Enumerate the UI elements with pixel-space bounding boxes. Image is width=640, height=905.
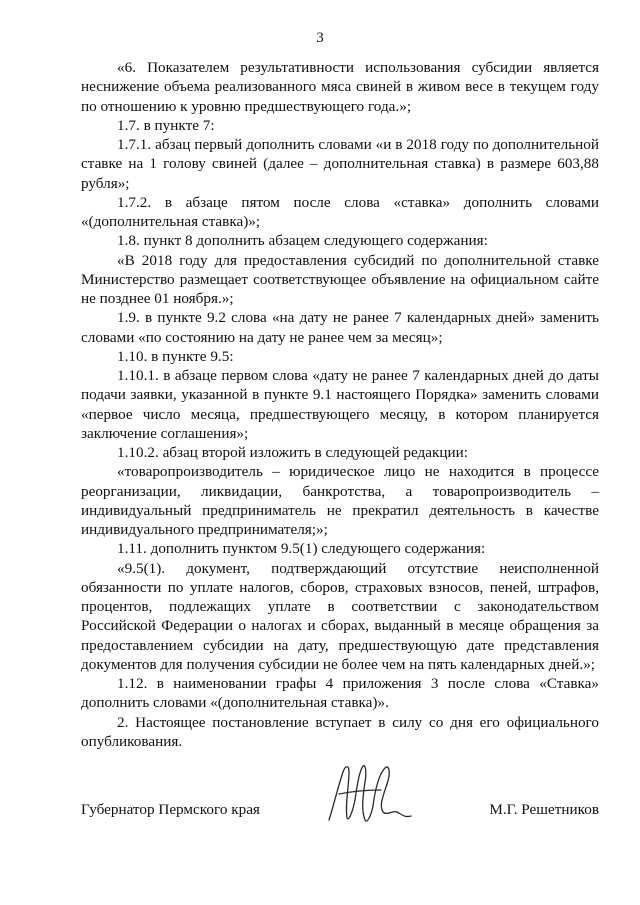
document-body [81, 58, 599, 751]
paragraph: «товаропроизводитель – юридическое лицо не находится в процессе реорганизации, ликвидации, банкротства, а товаропроизводитель – индивидуальный предприниматель не прекратил деятельность в качестве индивидуального предпринимателя;»; [81, 463, 599, 538]
paragraph: 1.11. дополнить пунктом 9.5(1) следующего содержания: [117, 540, 486, 558]
paragraph: 1.8. пункт 8 дополнить абзацем следующего содержания: [117, 232, 488, 250]
signer-name: М.Г. Решетников [489, 801, 599, 818]
signer-title: Губернатор Пермского края [81, 801, 260, 818]
paragraph: 1.12. в наименовании графы 4 приложения 3 после слова «Ставка» дополнить словами «(дополнительная ставка)». [81, 675, 599, 712]
paragraph: «9.5(1). документ, подтверждающий отсутствие неисполненной обязанности по уплате налогов, сборов, страховых взносов, пеней, штрафов, процентов, подлежащих уплате в соответствии с законодательством Российской Федерации о налогах и сборах, выданный в месяце обращения за предоставлением субсидии на дату, предшествующую дате представления документов для получения субсидии не более чем на пять календарных дней.»; [81, 559, 599, 673]
page-number: 3 [316, 30, 324, 46]
paragraph: 1.10. в пункте 9.5: [117, 347, 234, 365]
paragraph: 1.10.2. абзац второй изложить в следующей редакции: [117, 444, 468, 461]
paragraph: 1.7.2. в абзаце пятом после слова «ставка» дополнить словами «(дополнительная ставка)»; [81, 193, 599, 230]
paragraph: 1.9. в пункте 9.2 слова «на дату не ранее 7 календарных дней» заменить словами «по состоянию на дату не ранее чем за месяц»; [81, 309, 599, 346]
signature-block [81, 800, 599, 824]
paragraph: «В 2018 году для предоставления субсидий по дополнительной ставке Министерство размещает соответствующее объявление на официальном сайте не позднее 01 ноября.»; [81, 251, 599, 307]
paragraph: 2. Настоящее постановление вступает в силу со дня его официального опубликования. [81, 713, 599, 750]
paragraph: 1.7. в пункте 7: [117, 116, 215, 134]
paragraph: «6. Показателем результативности использования субсидии является неснижение объема реализованного мяса свиней в живом весе в текущем году по отношению к уровню предшествующего года.»; [81, 59, 599, 115]
paragraph: 1.10.1. в абзаце первом слова «дату не ранее 7 календарных дней до даты подачи заявки, указанной в пункте 9.1 настоящего Порядка» заменить словами «первое число месяца, предшествующего месяцу, в котором планируется заключение соглашения»; [81, 367, 599, 442]
paragraph: 1.7.1. абзац первый дополнить словами «и в 2018 году по дополнительной ставке на 1 голову свиней (далее – дополнительная ставка) в размере 603,88 рубля»; [81, 136, 599, 192]
